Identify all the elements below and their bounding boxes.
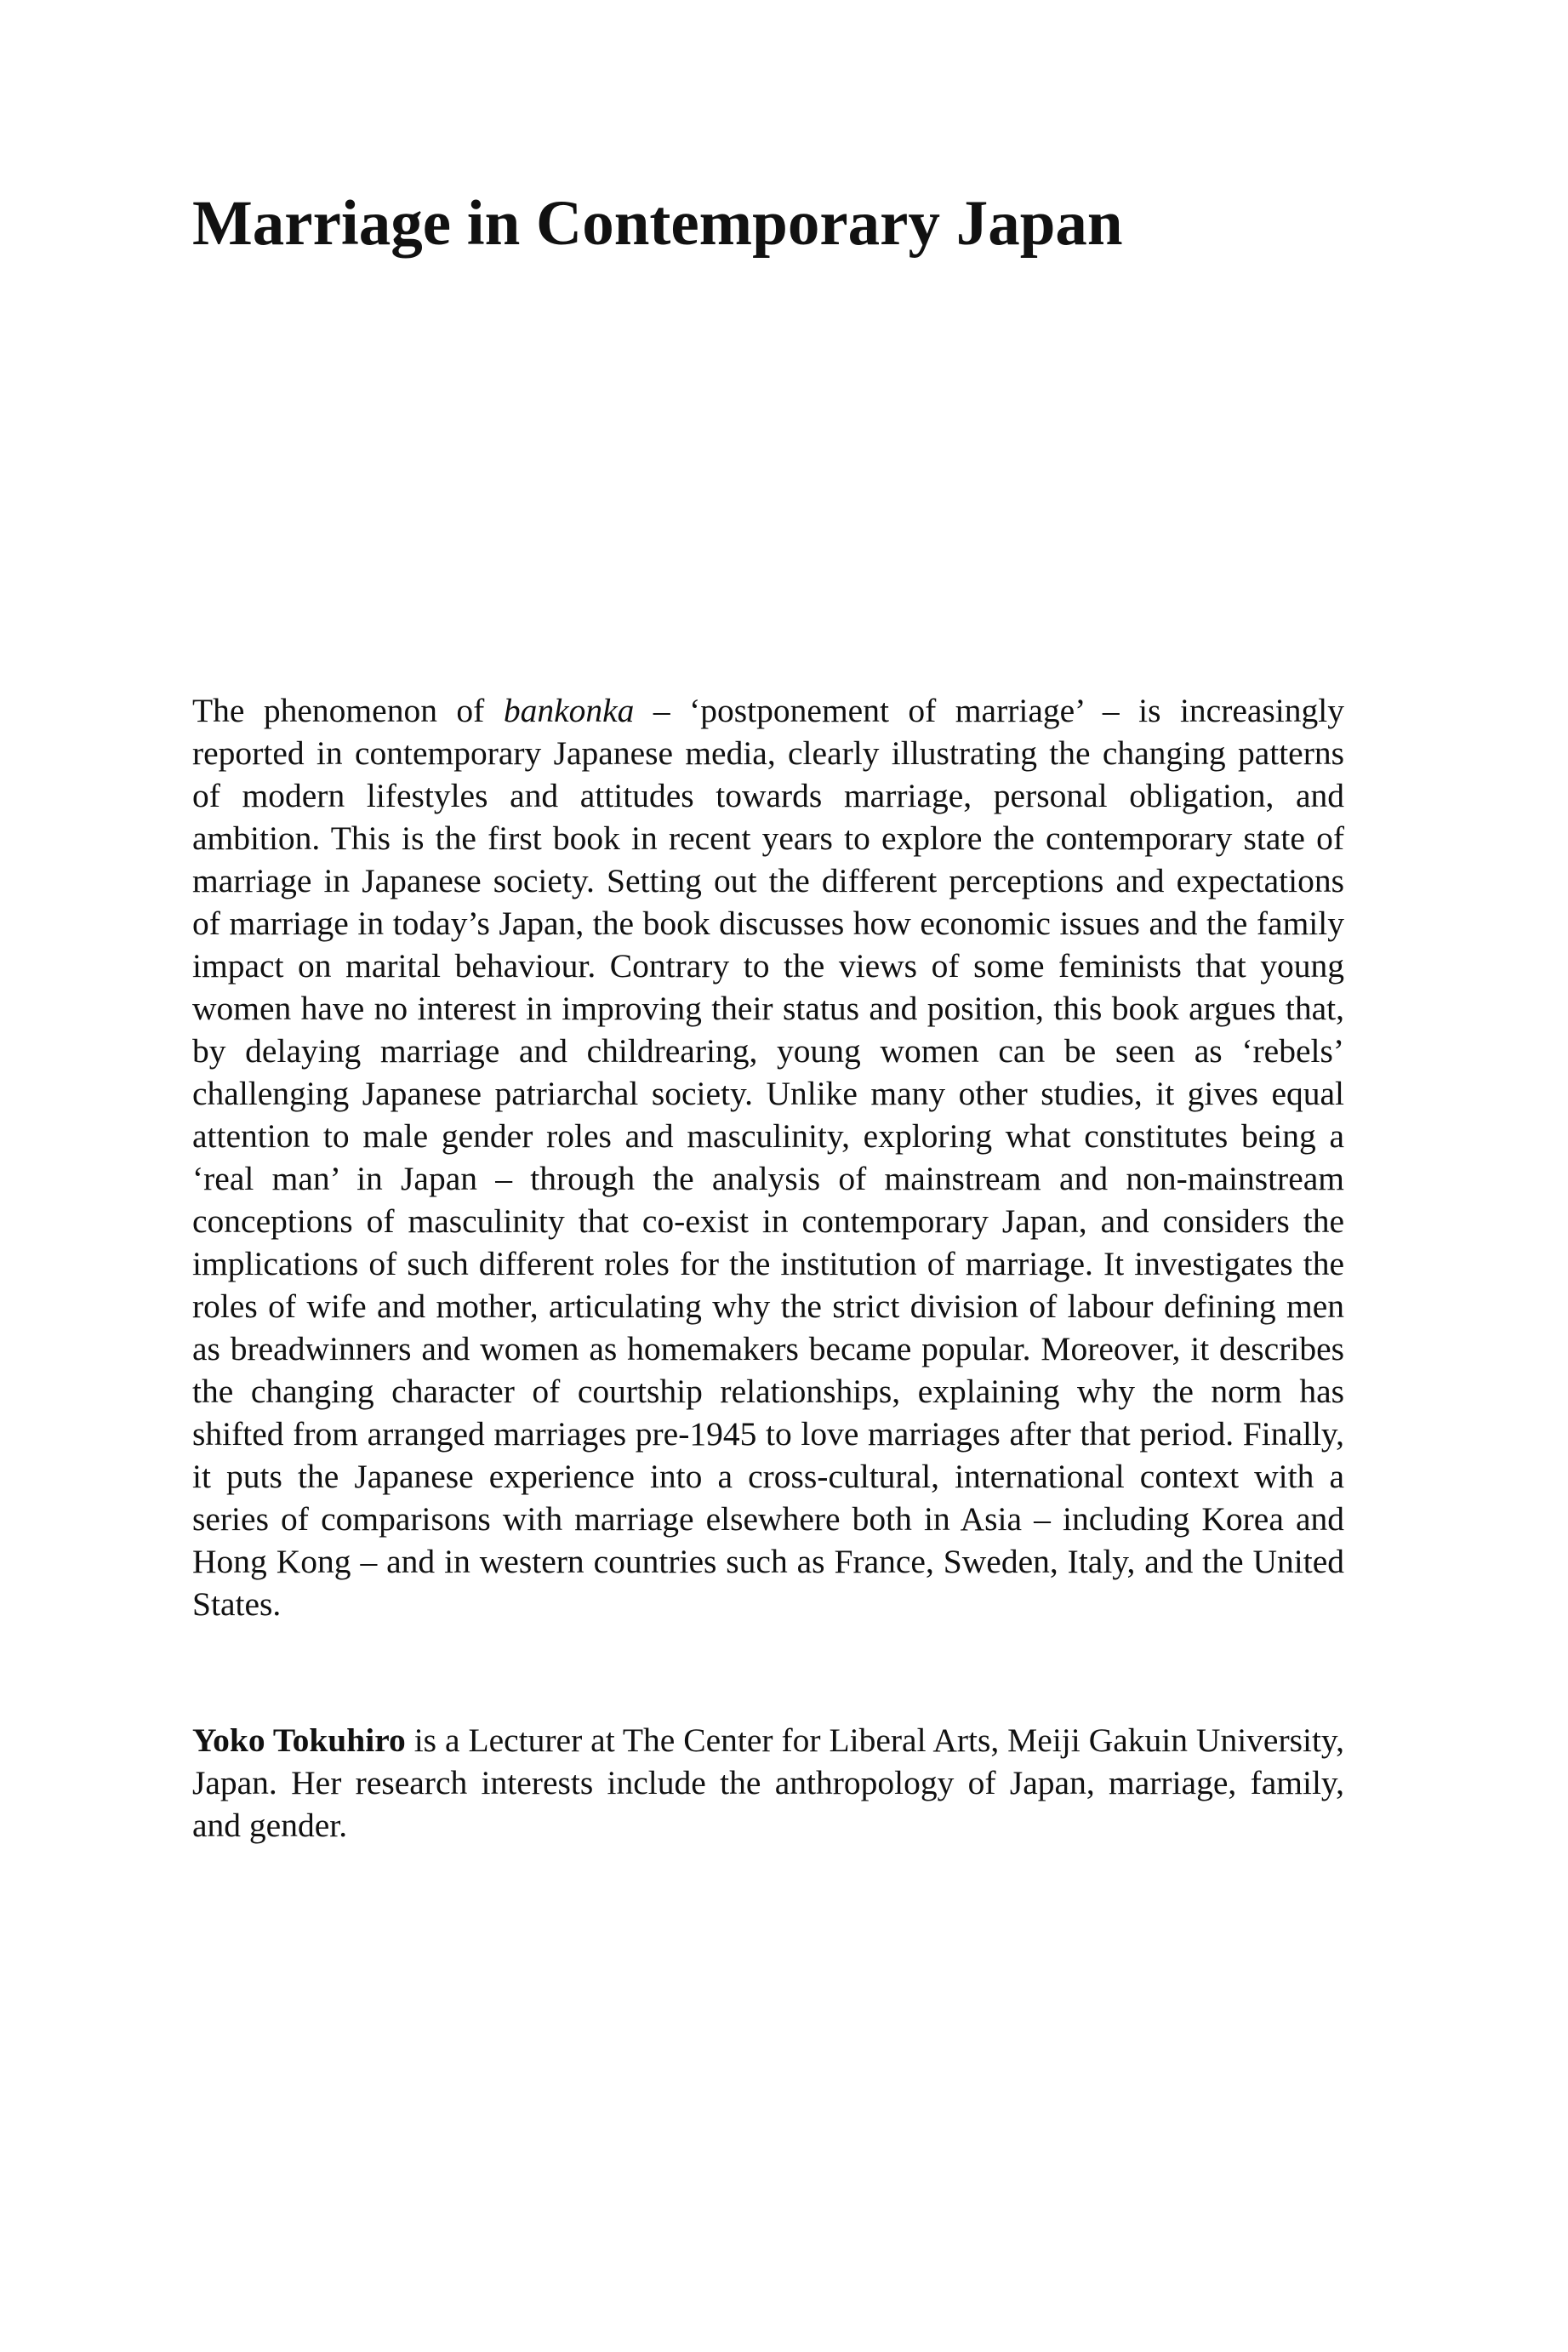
book-description bbox=[192, 689, 1344, 1625]
author-bio bbox=[192, 1719, 1344, 1847]
author-name: Yoko Tokuhiro bbox=[192, 1721, 406, 1759]
description-body: – ‘postponement of marriage’ – is increasingly reported in contemporary Japanese media, clearly illustrating the changing patterns of modern lifestyles and attitudes towards marriage, personal obligation, and ambition. This is the first book in recent years to explore the contemporary state of marriage in Japanese society. Setting out the different perceptions and expectations of marriage in today’s Japan, the book discusses how economic issues and the family impact on marital behaviour. Contrary to the views of some feminists that young women have no interest in improving their status and position, this book argues that, by delaying marriage and childrearing, young women can be seen as ‘rebels’ challenging Japanese patriarchal society. Unlike many other studies, it gives equal attention to male gender roles and masculinity, exploring what constitutes being a ‘real man’ in Japan – through the analysis of mainstream and non-mainstream conceptions of masculinity that co-exist in contemporary Japan, and considers the implications of such different roles for the institution of marriage. It investigates the roles of wife and mother, articulating why the strict division of labour defining men as breadwinners and women as homemakers became popular. Moreover, it describes the changing character of courtship relationships, explaining why the norm has shifted from arranged marriages pre-1945 to love marriages after that period. Finally, it puts the Japanese experience into a cross-cultural, international context with a series of comparisons with marriage elsewhere both in Asia – including Korea and Hong Kong – and in western countries such as France, Sweden, Italy, and the United States. bbox=[192, 692, 1344, 1623]
book-title: Marriage in Contemporary Japan bbox=[192, 188, 1123, 259]
description-intro: The phenomenon of bbox=[192, 692, 504, 729]
author-bio-text: is a Lecturer at The Center for Liberal Arts, Meiji Gakuin University, Japan. Her research interests include the anthropology of Japan, marriage, family, and gender. bbox=[192, 1721, 1344, 1844]
description-term: bankonka bbox=[503, 692, 635, 729]
